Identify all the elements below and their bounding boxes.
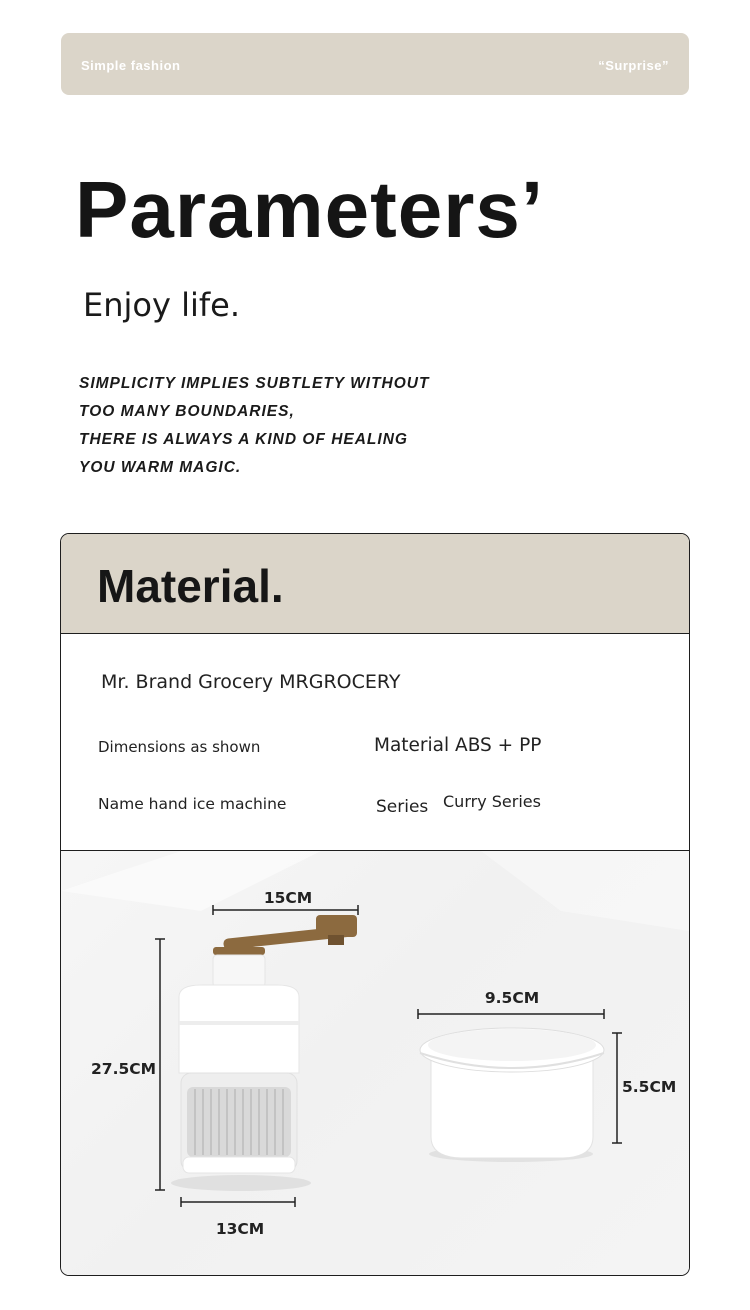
brand-text: Mr. Brand Grocery MRGROCERY xyxy=(101,671,401,693)
bowl-height-dimension xyxy=(612,1033,622,1143)
machine-base-dimension xyxy=(181,1197,295,1207)
material-text: Material ABS + PP xyxy=(374,735,542,756)
machine-height-dimension xyxy=(155,939,165,1190)
product-name-text: Name hand ice machine xyxy=(98,795,287,813)
product-photo xyxy=(61,851,689,1275)
banner-right-text: “Surprise” xyxy=(598,58,669,73)
product-dimension-diagram xyxy=(61,851,689,1275)
series-value: Curry Series xyxy=(443,792,541,811)
bowl-width-label: 9.5CM xyxy=(484,989,540,1007)
top-banner xyxy=(61,33,689,95)
dimensions-text: Dimensions as shown xyxy=(98,738,261,756)
bowl-width-dimension xyxy=(418,1009,604,1019)
page-title: Parameters’ xyxy=(75,165,545,254)
material-title: Material. xyxy=(97,560,284,612)
machine-width-label: 15CM xyxy=(263,889,313,907)
quote-line: YOU WARM MAGIC. xyxy=(79,459,242,476)
material-info xyxy=(61,634,689,851)
ice-machine-image xyxy=(171,915,357,1191)
quote-line: TOO MANY BOUNDARIES, xyxy=(79,403,295,420)
bowl-height-label: 5.5CM xyxy=(622,1078,677,1096)
machine-base-label: 13CM xyxy=(215,1220,265,1238)
machine-height-label: 27.5CM xyxy=(91,1060,157,1078)
page-subtitle: Enjoy life. xyxy=(83,286,240,324)
material-header xyxy=(61,534,689,634)
material-card xyxy=(60,533,690,1276)
bowl-image xyxy=(420,1028,604,1162)
quote-line: THERE IS ALWAYS A KIND OF HEALING xyxy=(79,431,408,448)
series-label: Series xyxy=(376,797,429,817)
banner-left-text: Simple fashion xyxy=(81,58,181,73)
quote-line: SIMPLICITY IMPLIES SUBTLETY WITHOUT xyxy=(79,375,430,392)
quote-block xyxy=(79,370,499,482)
